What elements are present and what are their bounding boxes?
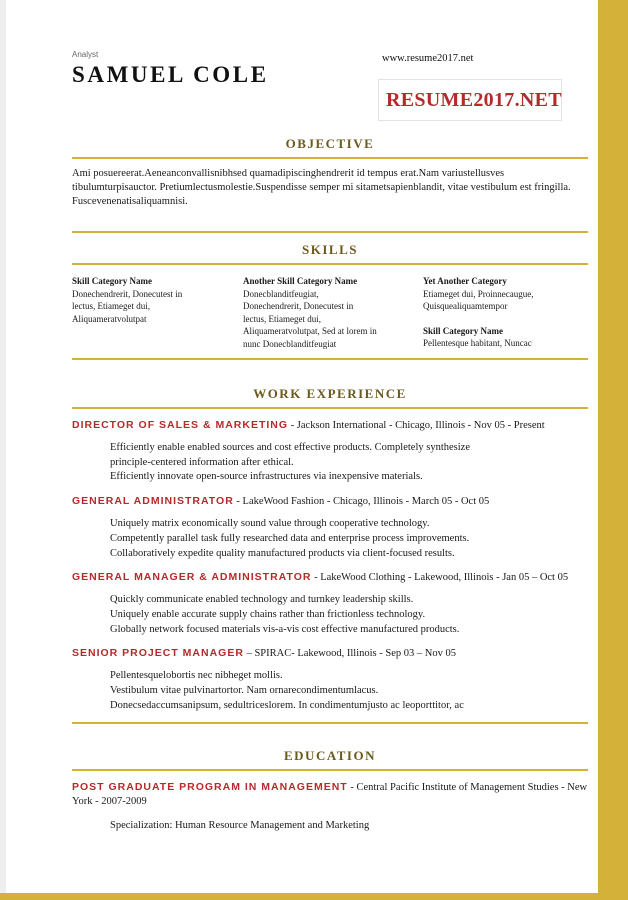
job-detail: – SPIRAC- Lakewood, Illinois - Sep 03 – Nov 05 [243, 648, 456, 660]
skill-category-heading: Skill Category Name [423, 325, 503, 336]
skill-column [243, 275, 423, 350]
duty-line: Uniquely enable accurate supply chains rather than frictionless technology. [110, 608, 426, 620]
skill-column [72, 275, 243, 350]
duty-line: Pellentesquelobortis nec nibheget mollis. [110, 670, 283, 682]
job-entry [72, 494, 588, 561]
duty-line: Efficiently innovate open-source infrastructures via inexpensive materials. [110, 471, 423, 483]
skill-category-items: Donechendrerit, Donecutest in lectus, Etiameget dui, Aliquameratvolutpat [72, 288, 183, 324]
website-url[interactable]: www.resume2017.net [382, 53, 474, 64]
skills-bottom-rule [72, 358, 588, 360]
objective-title: OBJECTIVE [285, 136, 375, 151]
skill-spacer [423, 313, 588, 325]
objective-rule [72, 157, 588, 159]
job-duties [110, 669, 588, 713]
resume-page [72, 50, 588, 834]
skill-column [423, 275, 588, 350]
job-title: GENERAL MANAGER & ADMINISTRATOR [72, 571, 312, 584]
skill-category-heading: Yet Another Category [423, 276, 507, 286]
education-rule [72, 769, 588, 771]
skill-category-items: Donecblanditfeugiat, Donechendrerit, Donecutest in lectus, Etiameget dui, Aliquameratvolutpat, Sed at lorem in nunc Donecblanditfeugiat [243, 288, 377, 349]
skill-category-items: Etiameget dui, Proinnecaugue, Quisquealiquamtempor [423, 288, 534, 311]
gold-bottom-bar [0, 893, 598, 900]
job-detail: - LakeWood Clothing - Lakewood, Illinois - Jan 05 – Oct 05 [311, 572, 569, 584]
skills-grid [72, 275, 588, 350]
duty-line: Globally network focused materials vis-a-vis cost effective manufactured products. [110, 623, 460, 635]
objective-text: Ami posuereerat.Aeneanconvallisnibhsed quamadipiscinghendrerit id tempus erat.Nam variustellusves tibulumturpisauctor. Pretiumlectusmolestie.Suspendisse semper mi sitametsapienblandit, vitae vestibulum est fringilla. Fuscevenenatisaliquamnisi. [72, 168, 571, 207]
program-detail: - Central Pacific Institute of Management Studies - New York - 2007-2009 [72, 782, 588, 808]
job-entry [72, 646, 588, 713]
skills-title: SKILLS [302, 242, 358, 257]
skill-category-items: Pellentesque habitant, Nuncac [423, 338, 532, 348]
duty-line: Donecsedaccumsanipsum, sedultriceslorem. In condimentumjusto ac leoporttitor, ac [110, 699, 464, 711]
job-duties [110, 441, 588, 485]
page-left-edge [0, 0, 6, 900]
skills-rule [72, 263, 588, 265]
work-rule [72, 407, 588, 409]
work-section [72, 386, 588, 724]
duty-line: Competently parallel task fully researched data and enterprise process improvements. [110, 532, 470, 544]
objective-section [72, 136, 588, 209]
work-bottom-rule [72, 722, 588, 724]
duty-line: Collaboratively expedite quality manufactured products via client-focused results. [110, 547, 455, 559]
job-entry [72, 418, 588, 485]
skill-category-heading: Skill Category Name [72, 276, 152, 286]
work-title: WORK EXPERIENCE [253, 386, 407, 401]
specialization [110, 819, 588, 834]
duty-line: Vestibulum vitae pulvinartortor. Nam ornarecondimentumlacus. [110, 685, 379, 697]
program-title: POST GRADUATE PROGRAM IN MANAGEMENT [72, 781, 348, 794]
skill-category-heading: Another Skill Category Name [243, 276, 358, 286]
specialization-line: Specialization: Human Resource Management and Marketing [110, 820, 370, 832]
job-title: SENIOR PROJECT MANAGER [72, 647, 244, 660]
education-section [72, 748, 588, 834]
candidate-name: SAMUEL COLE [72, 62, 269, 87]
duty-line: Uniquely matrix economically sound value through cooperative technology. [110, 518, 430, 530]
skills-section [72, 231, 588, 360]
job-detail: - LakeWood Fashion - Chicago, Illinois - March 05 - Oct 05 [233, 496, 490, 508]
job-duties [110, 517, 588, 561]
job-detail: - Jackson International - Chicago, Illinois - Nov 05 - Present [288, 420, 545, 431]
skills-top-rule [72, 231, 588, 233]
duty-line: Quickly communicate enabled technology and turnkey leadership skills. [110, 594, 414, 606]
duty-line: principle-centered information after ethical. [110, 456, 294, 468]
gold-side-bar [598, 0, 628, 900]
education-title: EDUCATION [284, 748, 376, 764]
job-duties [110, 593, 588, 637]
education-entry [72, 780, 588, 834]
job-title: DIRECTOR OF SALES & MARKETING [72, 419, 289, 431]
job-entry [72, 570, 588, 637]
duty-line: Efficiently enable enabled sources and cost effective products. Completely synthesize [110, 442, 470, 453]
role-label: Analyst [72, 50, 99, 59]
logo-text: RESUME2017.NET [386, 88, 562, 111]
job-title: GENERAL ADMINISTRATOR [72, 495, 234, 508]
